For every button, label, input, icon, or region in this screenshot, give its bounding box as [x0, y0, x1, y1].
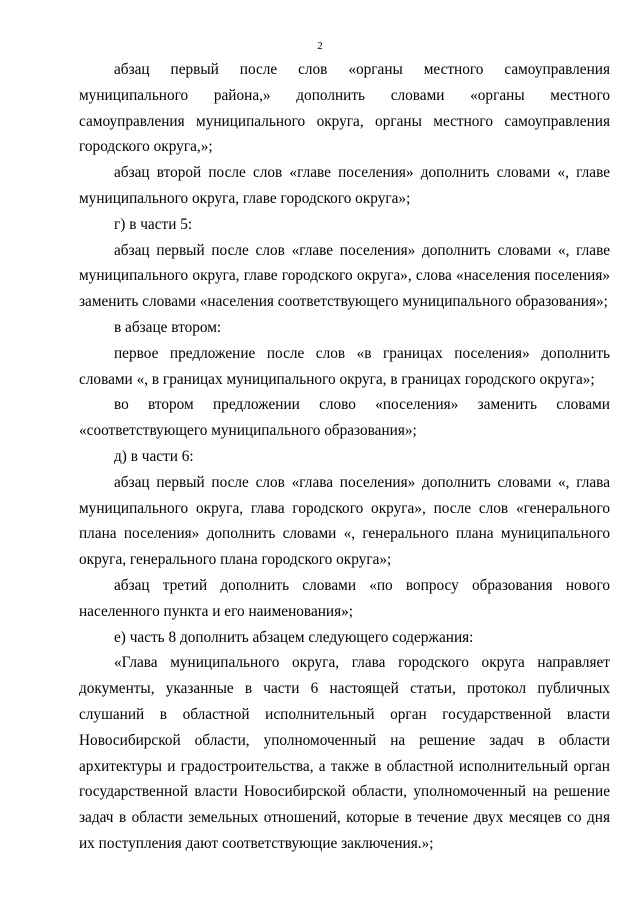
paragraph: абзац второй после слов «главе поселения» дополнить словами «, главе муниципального округа, главе городского округа»;	[79, 164, 610, 207]
paragraph: д) в части 6:	[114, 447, 194, 465]
paragraph: абзац первый после слов «глава поселения» дополнить словами «, глава муниципального округа, глава городского округа», после слов «генерального плана поселения» дополнить словами «, генерального плана муниципального округа, генерального плана городского округа»;	[79, 473, 610, 569]
paragraph: абзац третий дополнить словами «по вопросу образования нового населенного пункта и его наименования»;	[79, 576, 610, 620]
paragraph: во втором предложении слово «поселения» заменить словами «соответствующего муниципального образования»;	[79, 396, 610, 440]
paragraph: е) часть 8 дополнить абзацем следующего содержания:	[114, 628, 474, 646]
paragraph: абзац первый после слов «органы местного самоуправления муниципального района,» дополнить словами «органы местного самоуправления муниципального округа, органы местного самоуправления городского округа,»;	[79, 61, 610, 156]
paragraph: «Глава муниципального округа, глава городского округа направляет документы, указанные в части 6 настоящей статьи, протокол публичных слушаний в областной исполнительный орган государственной власти Новосибирской области, уполномоченный на решение задач в области архитектуры и градостроительства, а также в областной исполнительный орган государственной власти Новосибирской области, уполномоченный на решение задач в области земельных отношений, которые в течение двух месяцев со дня их поступления дают соответствующие заключения.»;	[79, 654, 610, 852]
paragraph: абзац первый после слов «главе поселения» дополнить словами «, главе муниципального округа, главе городского округа», слова «населения поселения» заменить словами «населения соответствующего муниципального образования»;	[79, 241, 610, 311]
document-body	[79, 57, 610, 857]
paragraph: в абзаце втором:	[114, 318, 222, 336]
paragraph: первое предложение после слов «в границах поселения» дополнить словами «, в границах муниципального округа, в границах городского округа»;	[79, 344, 610, 388]
paragraph: г) в части 5:	[114, 215, 193, 233]
page-number: 2	[317, 40, 323, 52]
